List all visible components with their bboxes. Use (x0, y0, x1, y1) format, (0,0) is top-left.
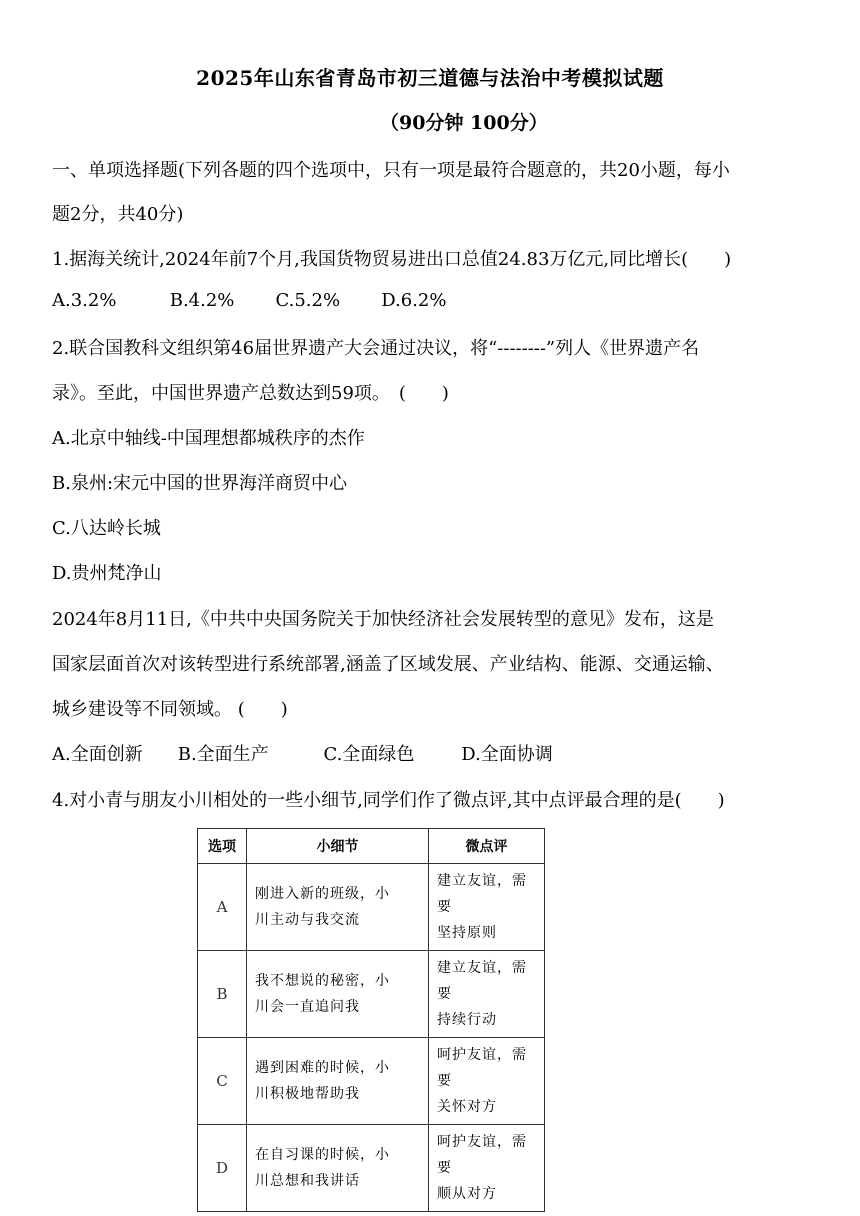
table-row (198, 1038, 545, 1125)
q3-option-b: B.全面生产 (177, 744, 269, 765)
table-cell-detail (247, 951, 429, 1038)
comment-line: 建立友谊，需要 (437, 960, 527, 1002)
table-cell-comment (429, 1125, 545, 1212)
table-cell-comment (429, 1038, 545, 1125)
page-title: 2025年山东省青岛市初三道德与法治中考模拟试题 (196, 66, 664, 90)
table-cell-comment (429, 951, 545, 1038)
table-cell-detail (247, 1038, 429, 1125)
table-cell-option: C (198, 1038, 247, 1125)
q1-option-a: A.3.2% (52, 290, 117, 311)
detail-line: 在自习课的时候，小 (255, 1147, 390, 1163)
q2-option-d: D.贵州梵净山 (52, 563, 162, 584)
question-2-stem: 2.联合国教科文组织第46届世界遗产大会通过决议，将“--------”列人《世界遗产名 (52, 338, 700, 359)
q1-option-c: C.5.2% (275, 290, 341, 311)
table-header-detail: 小细节 (247, 829, 429, 864)
table-header-option: 选项 (198, 829, 247, 864)
table-header-row (198, 829, 545, 864)
table-row (198, 1125, 545, 1212)
detail-line: 遇到困难的时候，小 (255, 1060, 390, 1076)
comment-line: 顺从对方 (437, 1186, 497, 1202)
comment-line: 呵护友谊，需要 (437, 1134, 527, 1176)
table-header-comment: 微点评 (429, 829, 545, 864)
comment-line: 关怀对方 (437, 1099, 497, 1115)
comment-line: 建立友谊，需要 (437, 873, 527, 915)
question-4-stem: 4.对小青与朋友小川相处的一些小细节,同学们作了微点评,其中点评最合理的是( ) (52, 790, 725, 811)
question-3-stem: 2024年8月11日,《中共中央国务院关于加快经济社会发展转型的意见》发布，这是 (52, 609, 714, 630)
question-3-stem-cont2: 城乡建设等不同领域。 ( ) (52, 699, 288, 720)
table-cell-option: D (198, 1125, 247, 1212)
comment-line: 持续行动 (437, 1012, 497, 1028)
table-row (198, 951, 545, 1038)
detail-line: 川主动与我交流 (255, 912, 360, 928)
table-cell-comment (429, 864, 545, 951)
detail-line: 刚进入新的班级，小 (255, 886, 390, 902)
comment-line: 呵护友谊，需要 (437, 1047, 527, 1089)
question-4-table (197, 828, 545, 1212)
question-1-stem: 1.据海关统计,2024年前7个月,我国货物贸易进出口总值24.83万亿元,同比增长( ) (52, 249, 732, 270)
table-cell-detail (247, 864, 429, 951)
exam-duration-score: （90分钟 100分） (380, 112, 548, 134)
detail-line: 川积极地帮助我 (255, 1086, 360, 1102)
q2-option-b: B.泉州:宋元中国的世界海洋商贸中心 (52, 473, 348, 494)
detail-line: 川总想和我讲话 (255, 1173, 360, 1189)
detail-line: 川会一直追问我 (255, 999, 360, 1015)
q2-option-c: C.八达岭长城 (52, 518, 161, 539)
q1-option-b: B.4.2% (169, 290, 235, 311)
table-row (198, 864, 545, 951)
q3-option-a: A.全面创新 (52, 744, 143, 765)
table-cell-detail (247, 1125, 429, 1212)
q2-option-a: A.北京中轴线-中国理想都城秩序的杰作 (52, 428, 365, 449)
section-heading-cont: 题2分，共40分) (52, 204, 184, 225)
section-heading: 一、单项选择题(下列各题的四个选项中，只有一项是最符合题意的，共20小题，每小 (52, 160, 730, 181)
table-cell-option: B (198, 951, 247, 1038)
q1-option-d: D.6.2% (381, 290, 447, 311)
detail-line: 我不想说的秘密，小 (255, 973, 390, 989)
question-2-stem-cont: 录》。至此，中国世界遗产总数达到59项。 ( ) (52, 383, 449, 404)
q3-option-c: C.全面绿色 (323, 744, 415, 765)
question-3-stem-cont: 国家层面首次对该转型进行系统部署,涵盖了区域发展、产业结构、能源、交通运输、 (52, 654, 724, 675)
comment-line: 坚持原则 (437, 925, 497, 941)
question-3-options (52, 740, 553, 766)
table-cell-option: A (198, 864, 247, 951)
question-1-options (52, 290, 446, 311)
q3-option-d: D.全面协调 (461, 744, 553, 765)
